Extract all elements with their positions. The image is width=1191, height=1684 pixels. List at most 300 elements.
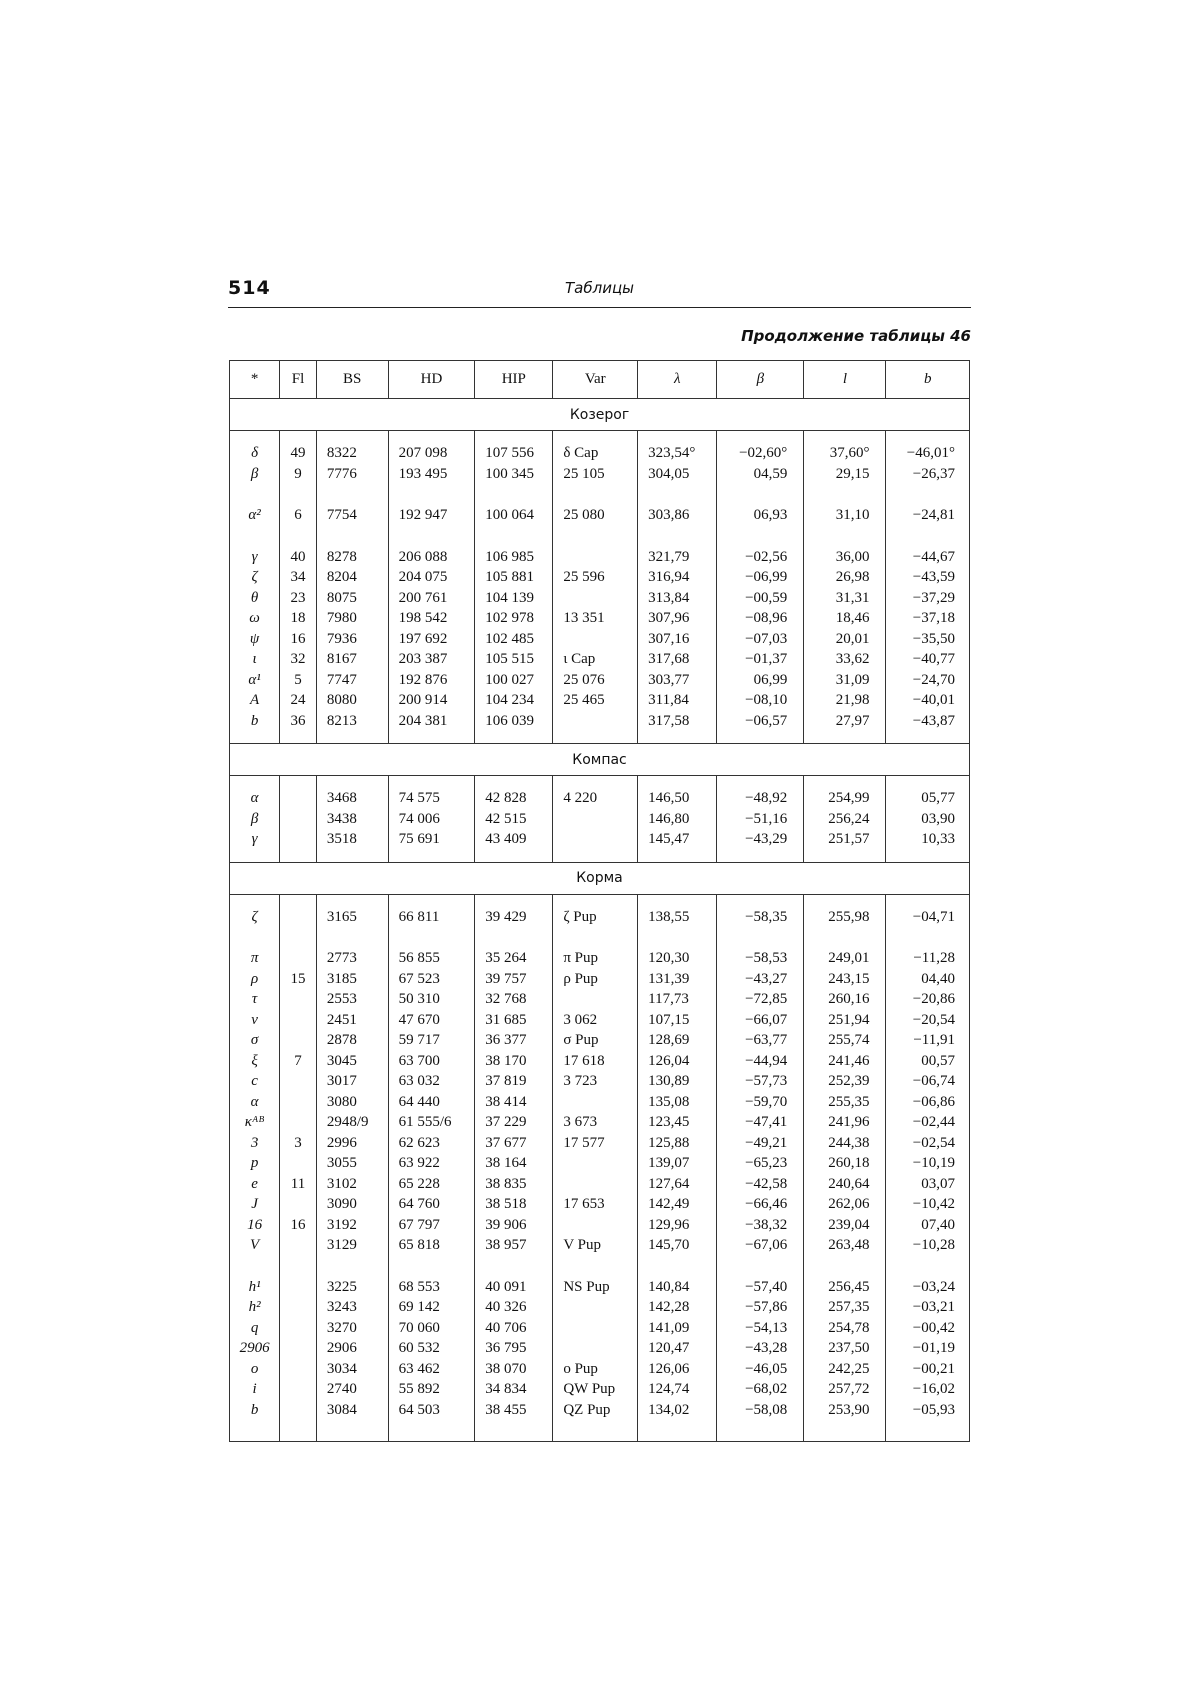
cell-fl: 7: [280, 1051, 317, 1072]
cell-beta: −00,59: [717, 588, 804, 609]
cell-fl: [280, 1400, 317, 1421]
cell-beta: −44,94: [717, 1051, 804, 1072]
cell-b: −10,42: [886, 1194, 970, 1215]
cell-bs: 3185: [316, 969, 388, 990]
cell-hip: 100 345: [475, 464, 553, 485]
cell-hd: 203 387: [388, 649, 475, 670]
spacer-cell: [388, 484, 475, 505]
cell-var: [553, 1092, 638, 1113]
cell-lambda: 145,47: [638, 829, 717, 850]
cell-bs: 3129: [316, 1235, 388, 1256]
cell-beta: −72,85: [717, 989, 804, 1010]
cell-bs: 2773: [316, 948, 388, 969]
cell-fl: 16: [280, 629, 317, 650]
cell-var: 25 076: [553, 670, 638, 691]
cell-bs: 3090: [316, 1194, 388, 1215]
cell-hd: 192 947: [388, 505, 475, 526]
cell-b: −43,87: [886, 711, 970, 732]
cell-beta: −43,27: [717, 969, 804, 990]
cell-bs: 2740: [316, 1379, 388, 1400]
cell-beta: −51,16: [717, 809, 804, 830]
cell-var: ι Cap: [553, 649, 638, 670]
cell-star: ξ: [230, 1051, 280, 1072]
table-row: [230, 1133, 970, 1154]
section-padding-row: [230, 1420, 970, 1441]
cell-beta: −57,73: [717, 1071, 804, 1092]
cell-lambda: 323,54°: [638, 443, 717, 464]
cell-star: h¹: [230, 1277, 280, 1298]
spacer-cell: [553, 1420, 638, 1441]
cell-l: 255,74: [804, 1030, 886, 1051]
cell-b: −01,19: [886, 1338, 970, 1359]
cell-beta: 04,59: [717, 464, 804, 485]
cell-beta: −42,58: [717, 1174, 804, 1195]
cell-bs: 2878: [316, 1030, 388, 1051]
cell-var: [553, 1215, 638, 1236]
table-body: [230, 399, 970, 1442]
table-row: [230, 567, 970, 588]
spacer-cell: [638, 776, 717, 789]
cell-b: −37,29: [886, 588, 970, 609]
cell-star: α: [230, 1092, 280, 1113]
cell-hip: 37 677: [475, 1133, 553, 1154]
table-row: [230, 1051, 970, 1072]
cell-hd: 64 440: [388, 1092, 475, 1113]
cell-bs: 3165: [316, 907, 388, 928]
cell-lambda: 127,64: [638, 1174, 717, 1195]
cell-star: c: [230, 1071, 280, 1092]
spacer-cell: [804, 731, 886, 744]
cell-hd: 65 228: [388, 1174, 475, 1195]
page-header: [228, 277, 971, 308]
cell-hip: 104 234: [475, 690, 553, 711]
cell-fl: [280, 1194, 317, 1215]
section-header-row: [230, 399, 970, 431]
spacer-cell: [388, 927, 475, 948]
cell-hip: 32 768: [475, 989, 553, 1010]
cell-var: 25 596: [553, 567, 638, 588]
spacer-cell: [638, 526, 717, 547]
cell-hip: 38 455: [475, 1400, 553, 1421]
spacer-cell: [717, 894, 804, 907]
cell-beta: −59,70: [717, 1092, 804, 1113]
cell-hd: 63 922: [388, 1153, 475, 1174]
cell-b: −04,71: [886, 907, 970, 928]
spacer-cell: [638, 731, 717, 744]
table-row: [230, 1277, 970, 1298]
cell-bs: 7936: [316, 629, 388, 650]
cell-var: [553, 809, 638, 830]
spacer-cell: [717, 526, 804, 547]
cell-hip: 40 706: [475, 1318, 553, 1339]
cell-l: 237,50: [804, 1338, 886, 1359]
cell-fl: 32: [280, 649, 317, 670]
cell-star: 16: [230, 1215, 280, 1236]
cell-l: 256,24: [804, 809, 886, 830]
cell-star: α: [230, 788, 280, 809]
cell-beta: −08,10: [717, 690, 804, 711]
column-header-fl: Fl: [280, 361, 317, 399]
cell-bs: 2553: [316, 989, 388, 1010]
cell-var: [553, 629, 638, 650]
spacer-cell: [475, 431, 553, 444]
table-row: [230, 1174, 970, 1195]
cell-l: 249,01: [804, 948, 886, 969]
cell-hd: 67 523: [388, 969, 475, 990]
cell-lambda: 130,89: [638, 1071, 717, 1092]
cell-var: 13 351: [553, 608, 638, 629]
table-row: [230, 969, 970, 990]
cell-star: γ: [230, 829, 280, 850]
cell-hd: 204 381: [388, 711, 475, 732]
cell-hd: 59 717: [388, 1030, 475, 1051]
cell-hip: 38 070: [475, 1359, 553, 1380]
cell-l: 244,38: [804, 1133, 886, 1154]
cell-beta: −66,07: [717, 1010, 804, 1031]
spacer-cell: [316, 526, 388, 547]
cell-bs: 8167: [316, 649, 388, 670]
cell-bs: 3518: [316, 829, 388, 850]
spacer-cell: [388, 431, 475, 444]
cell-var: [553, 1297, 638, 1318]
spacer-cell: [388, 731, 475, 744]
spacer-cell: [553, 894, 638, 907]
cell-hip: 104 139: [475, 588, 553, 609]
spacer-cell: [230, 850, 280, 863]
cell-star: 3: [230, 1133, 280, 1154]
cell-l: 33,62: [804, 649, 886, 670]
cell-var: QZ Pup: [553, 1400, 638, 1421]
table-row: [230, 711, 970, 732]
table-row: [230, 1194, 970, 1215]
table-row: [230, 608, 970, 629]
cell-beta: −07,03: [717, 629, 804, 650]
cell-lambda: 142,49: [638, 1194, 717, 1215]
cell-l: 31,31: [804, 588, 886, 609]
cell-lambda: 307,16: [638, 629, 717, 650]
cell-l: 242,25: [804, 1359, 886, 1380]
cell-b: −10,19: [886, 1153, 970, 1174]
spacer-cell: [886, 1256, 970, 1277]
group-gap-row: [230, 484, 970, 505]
spacer-cell: [804, 850, 886, 863]
cell-l: 262,06: [804, 1194, 886, 1215]
cell-hip: 100 064: [475, 505, 553, 526]
cell-fl: 5: [280, 670, 317, 691]
cell-hd: 68 553: [388, 1277, 475, 1298]
cell-hd: 207 098: [388, 443, 475, 464]
spacer-cell: [388, 1420, 475, 1441]
spacer-cell: [804, 776, 886, 789]
cell-beta: −49,21: [717, 1133, 804, 1154]
cell-lambda: 120,30: [638, 948, 717, 969]
cell-bs: 8080: [316, 690, 388, 711]
cell-star: V: [230, 1235, 280, 1256]
table-row: [230, 1338, 970, 1359]
cell-b: −46,01°: [886, 443, 970, 464]
spacer-cell: [804, 1256, 886, 1277]
spacer-cell: [886, 850, 970, 863]
cell-fl: [280, 1379, 317, 1400]
section-padding-row: [230, 850, 970, 863]
cell-star: ω: [230, 608, 280, 629]
cell-lambda: 146,50: [638, 788, 717, 809]
cell-beta: −65,23: [717, 1153, 804, 1174]
cell-beta: −58,08: [717, 1400, 804, 1421]
cell-star: J: [230, 1194, 280, 1215]
spacer-cell: [316, 484, 388, 505]
cell-fl: [280, 1010, 317, 1031]
spacer-cell: [280, 894, 317, 907]
spacer-cell: [230, 526, 280, 547]
cell-star: b: [230, 711, 280, 732]
cell-fl: [280, 1112, 317, 1133]
cell-fl: [280, 1092, 317, 1113]
column-header-var: Var: [553, 361, 638, 399]
cell-fl: 24: [280, 690, 317, 711]
cell-hip: 105 515: [475, 649, 553, 670]
cell-hip: 38 414: [475, 1092, 553, 1113]
cell-b: −00,21: [886, 1359, 970, 1380]
spacer-cell: [638, 927, 717, 948]
cell-lambda: 124,74: [638, 1379, 717, 1400]
table-row: [230, 1359, 970, 1380]
cell-b: −11,28: [886, 948, 970, 969]
cell-hd: 65 818: [388, 1235, 475, 1256]
cell-var: 25 080: [553, 505, 638, 526]
cell-star: β: [230, 809, 280, 830]
spacer-cell: [388, 776, 475, 789]
table-row: [230, 1235, 970, 1256]
cell-hd: 67 797: [388, 1215, 475, 1236]
cell-l: 240,64: [804, 1174, 886, 1195]
cell-bs: 7747: [316, 670, 388, 691]
table-header-row: [230, 361, 970, 399]
spacer-cell: [280, 927, 317, 948]
cell-hd: 192 876: [388, 670, 475, 691]
cell-l: 251,94: [804, 1010, 886, 1031]
cell-l: 31,09: [804, 670, 886, 691]
cell-star: ι: [230, 649, 280, 670]
cell-b: −03,24: [886, 1277, 970, 1298]
cell-lambda: 126,04: [638, 1051, 717, 1072]
spacer-cell: [388, 894, 475, 907]
cell-lambda: 117,73: [638, 989, 717, 1010]
cell-l: 260,18: [804, 1153, 886, 1174]
cell-l: 21,98: [804, 690, 886, 711]
cell-fl: [280, 1338, 317, 1359]
cell-b: −05,93: [886, 1400, 970, 1421]
cell-var: 4 220: [553, 788, 638, 809]
cell-fl: [280, 809, 317, 830]
cell-bs: 3055: [316, 1153, 388, 1174]
cell-l: 36,00: [804, 547, 886, 568]
cell-b: −02,54: [886, 1133, 970, 1154]
cell-lambda: 139,07: [638, 1153, 717, 1174]
cell-bs: 8278: [316, 547, 388, 568]
cell-hd: 200 761: [388, 588, 475, 609]
spacer-cell: [230, 484, 280, 505]
cell-beta: −57,86: [717, 1297, 804, 1318]
cell-bs: 8322: [316, 443, 388, 464]
cell-beta: −46,05: [717, 1359, 804, 1380]
cell-hip: 40 326: [475, 1297, 553, 1318]
cell-var: σ Pup: [553, 1030, 638, 1051]
cell-fl: [280, 788, 317, 809]
cell-fl: [280, 1297, 317, 1318]
cell-fl: 34: [280, 567, 317, 588]
spacer-cell: [316, 894, 388, 907]
cell-fl: 23: [280, 588, 317, 609]
cell-fl: [280, 829, 317, 850]
spacer-cell: [553, 850, 638, 863]
table-row: [230, 989, 970, 1010]
cell-b: −06,86: [886, 1092, 970, 1113]
spacer-cell: [316, 731, 388, 744]
spacer-cell: [717, 731, 804, 744]
spacer-cell: [475, 1256, 553, 1277]
cell-b: −02,44: [886, 1112, 970, 1133]
spacer-cell: [553, 731, 638, 744]
cell-bs: 3034: [316, 1359, 388, 1380]
cell-hd: 204 075: [388, 567, 475, 588]
cell-lambda: 146,80: [638, 809, 717, 830]
cell-star: p: [230, 1153, 280, 1174]
spacer-cell: [230, 1256, 280, 1277]
spacer-cell: [638, 1420, 717, 1441]
spacer-cell: [475, 927, 553, 948]
spacer-cell: [804, 927, 886, 948]
cell-bs: 3045: [316, 1051, 388, 1072]
spacer-cell: [280, 850, 317, 863]
column-header-b: b: [886, 361, 970, 399]
cell-beta: 06,93: [717, 505, 804, 526]
cell-beta: −38,32: [717, 1215, 804, 1236]
section-padding-row: [230, 776, 970, 789]
spacer-cell: [804, 484, 886, 505]
spacer-cell: [280, 1420, 317, 1441]
cell-hip: 34 834: [475, 1379, 553, 1400]
cell-fl: [280, 1277, 317, 1298]
spacer-cell: [388, 850, 475, 863]
cell-b: −24,81: [886, 505, 970, 526]
cell-l: 241,46: [804, 1051, 886, 1072]
cell-star: A: [230, 690, 280, 711]
table-row: [230, 1297, 970, 1318]
section-padding-row: [230, 731, 970, 744]
cell-var: [553, 1174, 638, 1195]
cell-star: θ: [230, 588, 280, 609]
cell-b: 04,40: [886, 969, 970, 990]
table-row: [230, 1092, 970, 1113]
spacer-cell: [316, 1256, 388, 1277]
cell-hd: 193 495: [388, 464, 475, 485]
spacer-cell: [280, 431, 317, 444]
cell-lambda: 126,06: [638, 1359, 717, 1380]
cell-star: 2906: [230, 1338, 280, 1359]
cell-star: o: [230, 1359, 280, 1380]
cell-bs: 3192: [316, 1215, 388, 1236]
cell-l: 27,97: [804, 711, 886, 732]
cell-hip: 102 978: [475, 608, 553, 629]
table-row: [230, 547, 970, 568]
cell-b: −06,74: [886, 1071, 970, 1092]
cell-hip: 100 027: [475, 670, 553, 691]
cell-l: 18,46: [804, 608, 886, 629]
table-row: [230, 1215, 970, 1236]
cell-var: 3 723: [553, 1071, 638, 1092]
cell-var: ρ Pup: [553, 969, 638, 990]
spacer-cell: [717, 927, 804, 948]
cell-lambda: 321,79: [638, 547, 717, 568]
cell-beta: −02,60°: [717, 443, 804, 464]
spacer-cell: [553, 431, 638, 444]
spacer-cell: [717, 776, 804, 789]
cell-l: 257,72: [804, 1379, 886, 1400]
cell-lambda: 134,02: [638, 1400, 717, 1421]
cell-fl: 9: [280, 464, 317, 485]
spacer-cell: [886, 431, 970, 444]
cell-b: −40,01: [886, 690, 970, 711]
cell-hd: 69 142: [388, 1297, 475, 1318]
spacer-cell: [886, 1420, 970, 1441]
cell-b: 03,90: [886, 809, 970, 830]
cell-l: 239,04: [804, 1215, 886, 1236]
cell-fl: [280, 1071, 317, 1092]
cell-b: −40,77: [886, 649, 970, 670]
cell-l: 20,01: [804, 629, 886, 650]
cell-l: 260,16: [804, 989, 886, 1010]
cell-beta: −01,37: [717, 649, 804, 670]
spacer-cell: [280, 484, 317, 505]
cell-hd: 50 310: [388, 989, 475, 1010]
column-header-l: l: [804, 361, 886, 399]
spacer-cell: [886, 894, 970, 907]
cell-hip: 35 264: [475, 948, 553, 969]
cell-b: −35,50: [886, 629, 970, 650]
cell-star: τ: [230, 989, 280, 1010]
section-title: Компас: [230, 744, 970, 776]
cell-beta: −54,13: [717, 1318, 804, 1339]
cell-lambda: 123,45: [638, 1112, 717, 1133]
running-title: Таблицы: [565, 279, 634, 297]
cell-l: 26,98: [804, 567, 886, 588]
cell-b: −37,18: [886, 608, 970, 629]
cell-beta: −43,28: [717, 1338, 804, 1359]
spacer-cell: [230, 1420, 280, 1441]
table-row: [230, 649, 970, 670]
cell-hip: 105 881: [475, 567, 553, 588]
cell-b: −00,42: [886, 1318, 970, 1339]
cell-fl: 49: [280, 443, 317, 464]
cell-var: [553, 1338, 638, 1359]
cell-bs: 3438: [316, 809, 388, 830]
cell-var: 3 062: [553, 1010, 638, 1031]
cell-var: [553, 1318, 638, 1339]
cell-var: 25 465: [553, 690, 638, 711]
group-gap-row: [230, 927, 970, 948]
page-number: 514: [228, 277, 271, 299]
table-row: [230, 1400, 970, 1421]
cell-l: 256,45: [804, 1277, 886, 1298]
cell-lambda: 317,58: [638, 711, 717, 732]
cell-b: 03,07: [886, 1174, 970, 1195]
spacer-cell: [475, 731, 553, 744]
cell-lambda: 304,05: [638, 464, 717, 485]
spacer-cell: [316, 1420, 388, 1441]
cell-var: 17 577: [553, 1133, 638, 1154]
spacer-cell: [886, 484, 970, 505]
